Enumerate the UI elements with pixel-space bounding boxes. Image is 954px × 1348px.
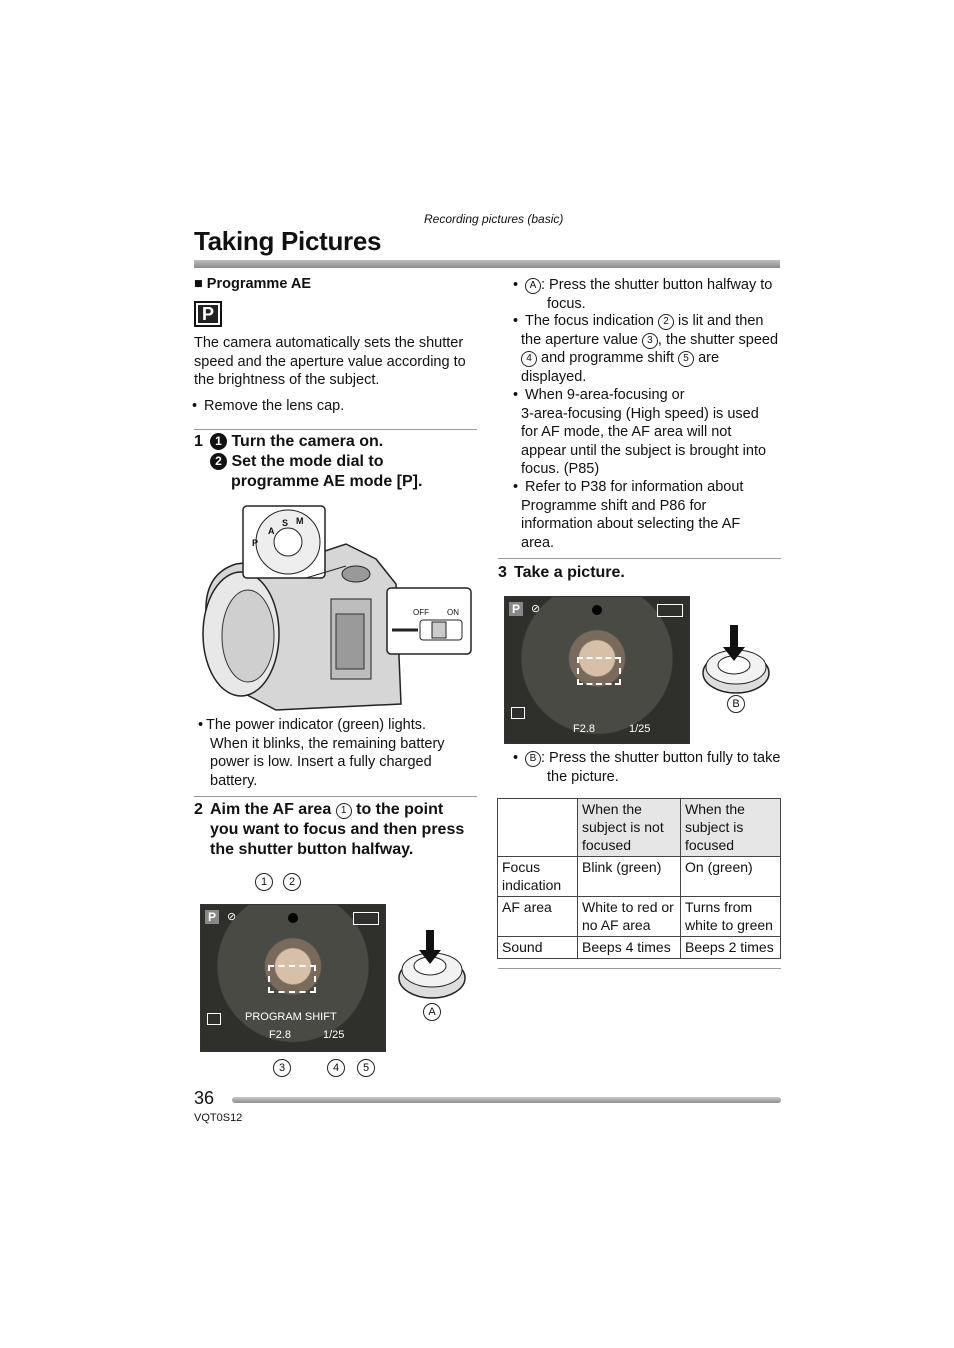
table-header-cell (498, 799, 578, 857)
callout-a: A (423, 1003, 441, 1021)
bullet-focus-indication: • The focus indication 2 is lit and then the aperture value 3 , the shutter speed 4 and programme shift 5 are displayed. (511, 312, 783, 386)
table-header-row (498, 799, 781, 857)
step-2-number: 2 (194, 801, 203, 818)
power-note: • The power indicator (green) lights. When it blinks, the remaining battery power is low. Insert a fully charged battery. (208, 716, 478, 790)
switch-off-label: OFF (413, 608, 429, 617)
callout-b: B (727, 695, 745, 713)
heading-text: Programme AE (206, 276, 312, 292)
shutter-button-drawing (700, 625, 772, 695)
circled-1-icon: 1 (336, 803, 352, 819)
shutter-button-half-press (396, 930, 468, 1000)
focus-indicator (288, 913, 298, 923)
aperture-value: F2.8 (269, 1029, 292, 1041)
step-2-text: Aim the AF area 1 to the point you want to focus and then press the shutter button halfway. (210, 801, 465, 858)
divider (194, 429, 477, 430)
document-code: VQT0S12 (194, 1112, 243, 1124)
step-3-text: Take a picture. (514, 564, 625, 581)
divider (498, 968, 781, 969)
step-1-text: 1 Turn the camera on. 2 Set the mode dial to programme AE mode [P]. (210, 432, 480, 492)
step-3-number: 3 (498, 564, 507, 581)
programme-ae-heading (194, 275, 311, 294)
table-header-cell: When the subject is not focused (578, 799, 681, 857)
table-row (498, 937, 781, 959)
table-header-cell: When the subject is focused (681, 799, 781, 857)
table-cell: Turns from white to green (681, 897, 781, 937)
bullet-a: • A : Press the shutter button halfway to focus. (511, 276, 783, 313)
shutter-button-full-press (700, 625, 772, 695)
circled-b-icon: B (525, 751, 541, 767)
shutter-speed: 1/25 (323, 1029, 345, 1041)
battery-icon (657, 604, 683, 617)
focus-indicator (592, 605, 602, 615)
step-1-number: 1 (194, 433, 203, 450)
program-shift-label: PROGRAM SHIFT (245, 1011, 337, 1023)
camera-drawing (196, 504, 474, 716)
dial-label-p: P (252, 538, 259, 548)
divider (194, 796, 477, 797)
dial-label-s: S (282, 518, 289, 528)
metering-icon (207, 1013, 221, 1025)
aperture-value: F2.8 (573, 723, 596, 735)
bullet-refer: • Refer to P38 for information about Programme shift and P86 for information about selecting the AF area. (511, 478, 783, 552)
switch-on-label: ON (447, 608, 459, 617)
dial-label-m: M (296, 516, 304, 526)
table-cell: Beeps 4 times (578, 937, 681, 959)
intro-text: The camera automatically sets the shutter speed and the aperture value according to the brightness of the subject. (194, 335, 466, 388)
af-area-frame (577, 657, 621, 685)
p-mode-glyph: P (402, 473, 413, 490)
title-rule (194, 260, 780, 268)
table-cell: Sound (498, 937, 578, 959)
lcd-screen-full-press (504, 596, 690, 744)
mode-p-icon: P (194, 301, 222, 327)
lcd-screen-halfway (200, 904, 386, 1052)
camera-illustration (196, 504, 474, 716)
metering-icon (511, 707, 525, 719)
focus-status-table (497, 798, 781, 959)
dial-label-a: A (268, 526, 275, 536)
bullet-b: • B : Press the shutter button fully to take the picture. (511, 749, 783, 786)
table-row (498, 897, 781, 937)
table-cell: Blink (green) (578, 857, 681, 897)
callout-5: 5 (357, 1059, 375, 1077)
flash-off-icon: ⊘ (227, 911, 237, 923)
circled-a-icon: A (525, 278, 541, 294)
callout-1: 1 (255, 873, 273, 891)
bullet-9-area: • When 9-area-focusing or 3-area-focusing (High speed) is used for AF mode, the AF area will not appear until the subject is brought into focus. (P85) (511, 386, 783, 479)
table-cell: Beeps 2 times (681, 937, 781, 959)
table-cell: On (green) (681, 857, 781, 897)
footer-bar (232, 1097, 781, 1103)
table-cell: White to red or no AF area (578, 897, 681, 937)
mode-indicator: P (509, 602, 523, 616)
battery-icon (353, 912, 379, 925)
shutter-speed: 1/25 (629, 723, 651, 735)
flash-off-icon: ⊘ (531, 603, 541, 615)
mode-indicator: P (205, 910, 219, 924)
page-title: Taking Pictures (194, 226, 382, 256)
section-label: Recording pictures (basic) (424, 212, 564, 226)
circled-1-icon: 1 (210, 433, 227, 450)
callout-3: 3 (273, 1059, 291, 1077)
af-area-frame (268, 965, 316, 993)
shutter-button-drawing (396, 930, 468, 1000)
callout-4: 4 (327, 1059, 345, 1077)
circled-2-icon: 2 (210, 453, 227, 470)
bullet-lens-cap: • Remove the lens cap. (190, 397, 954, 416)
square-bullet-icon: ■ (194, 276, 207, 292)
table-cell: Focus indication (498, 857, 578, 897)
divider (498, 558, 781, 559)
table-cell: AF area (498, 897, 578, 937)
page-number: 36 (194, 1088, 215, 1108)
callout-2: 2 (283, 873, 301, 891)
table-row (498, 857, 781, 897)
